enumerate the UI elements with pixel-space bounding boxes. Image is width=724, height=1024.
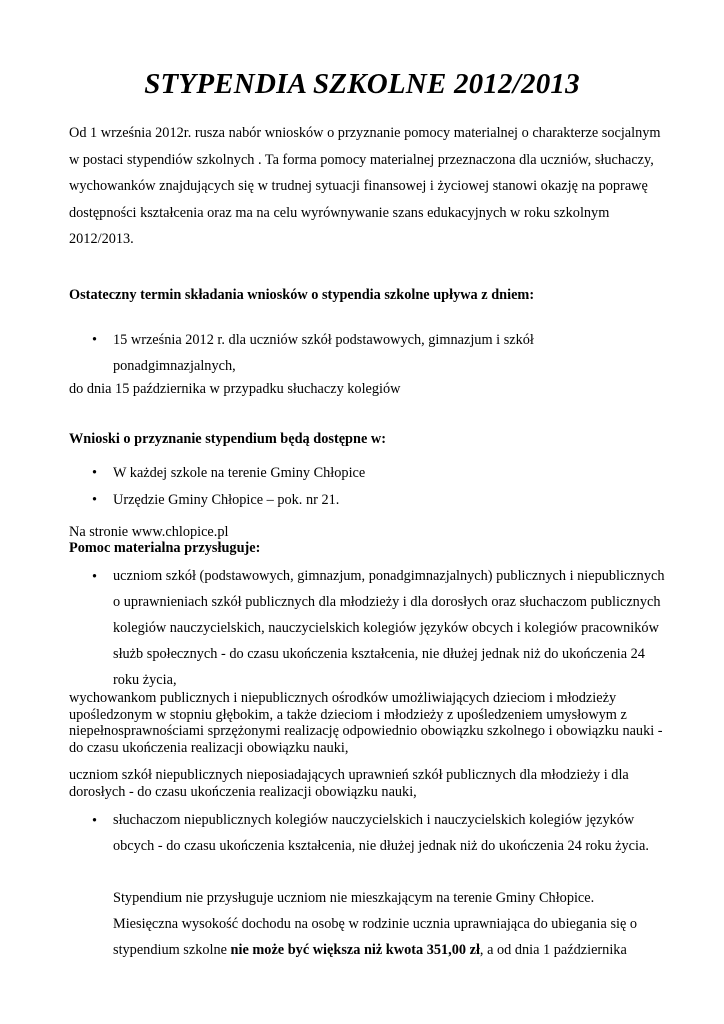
document-title: STYPENDIA SZKOLNE 2012/2013 [144,68,580,100]
deadline-note: do dnia 15 października w przypadku słuchaczy kolegiów [69,381,401,397]
availability-heading: Wnioski o przyznanie stypendium będą dostępne w: [69,431,386,447]
eligibility-paragraph-1: wychowankom publicznych i niepublicznych ośrodków umożliwiających dzieciom i młodzieży upośledzonym w stopniu głębokim, a także dzieciom i młodzieży z upośledzeniem umysłowym z niepełnosprawnościami sprzężonymi realizację odpowiednio obowiązku szkolnego i obowiązku nauki - do czasu ukończenia realizacji obowiązku nauki, [69,690,663,756]
intro-paragraph: Od 1 września 2012r. rusza nabór wniosków o przyznanie pomocy materialnej o charakterze socjalnym w postaci stypendiów szkolnych . Ta forma pomocy materialnej przeznaczona dla uczniów, słuchaczy, wychowanków znajdujących się w trudnej sytuacji finansowej i życiowej stanowi okazję na poprawę dostępności kształcenia oraz ma na celu wyrównywanie szans edukacyjnych w roku szkolnym 2012/2013. [69,125,661,247]
bullet-marker: • [92,569,98,585]
bullet-marker: • [92,813,98,829]
deadline-heading: Ostateczny termin składania wniosków o stypendia szkolne upływa z dniem: [69,287,535,303]
residency-note: Stypendium nie przysługuje uczniom nie mieszkającym na terenie Gminy Chłopice. [113,890,595,906]
bullet-marker: • [92,332,98,348]
availability-item: Urzędzie Gminy Chłopice – pok. nr 21. [113,492,340,508]
income-text-start: Miesięczna wysokość dochodu na osobę w rodzinie ucznia uprawniająca do ubiegania się o stypendium szkolne [113,916,638,958]
deadline-bullet: 15 września 2012 r. dla uczniów szkół podstawowych, gimnazjum i szkół ponadgimnazjalnych, [113,332,534,374]
income-text-end: , a od dnia 1 października [479,942,627,958]
bullet-marker: • [92,465,98,481]
website-line: Na stronie www.chlopice.pl [69,524,229,540]
eligibility-heading: Pomoc materialna przysługuje: [69,540,261,556]
income-paragraph [113,911,673,963]
availability-item: W każdej szkole na terenie Gminy Chłopice [113,465,366,481]
eligibility-bullet-1: uczniom szkół (podstawowych, gimnazjum, ponadgimnazjalnych) publicznych i niepublicznych o uprawnieniach szkół publicznych dla młodzieży i dla dorosłych oraz słuchaczom publicznych kolegiów nauczycielskich, nauczycielskich kolegiów języków obcych i kolegiów pracowników służb społecznych - do czasu ukończenia kształcenia, nie dłużej jednak niż do ukończenia 24 roku życia, [113,568,665,688]
eligibility-bullet-2: słuchaczom niepublicznych kolegiów nauczycielskich i nauczycielskich kolegiów języków obcych - do czasu ukończenia kształcenia, nie dłużej jednak niż do ukończenia 24 roku życia. [113,812,649,854]
eligibility-paragraph-2: uczniom szkół niepublicznych nieposiadających uprawnień szkół publicznych dla młodzieży i dla dorosłych - do czasu ukończenia realizacji obowiązku nauki, [69,767,629,800]
bullet-marker: • [92,492,98,508]
income-limit: nie może być większa niż kwota 351,00 zł [230,942,480,958]
